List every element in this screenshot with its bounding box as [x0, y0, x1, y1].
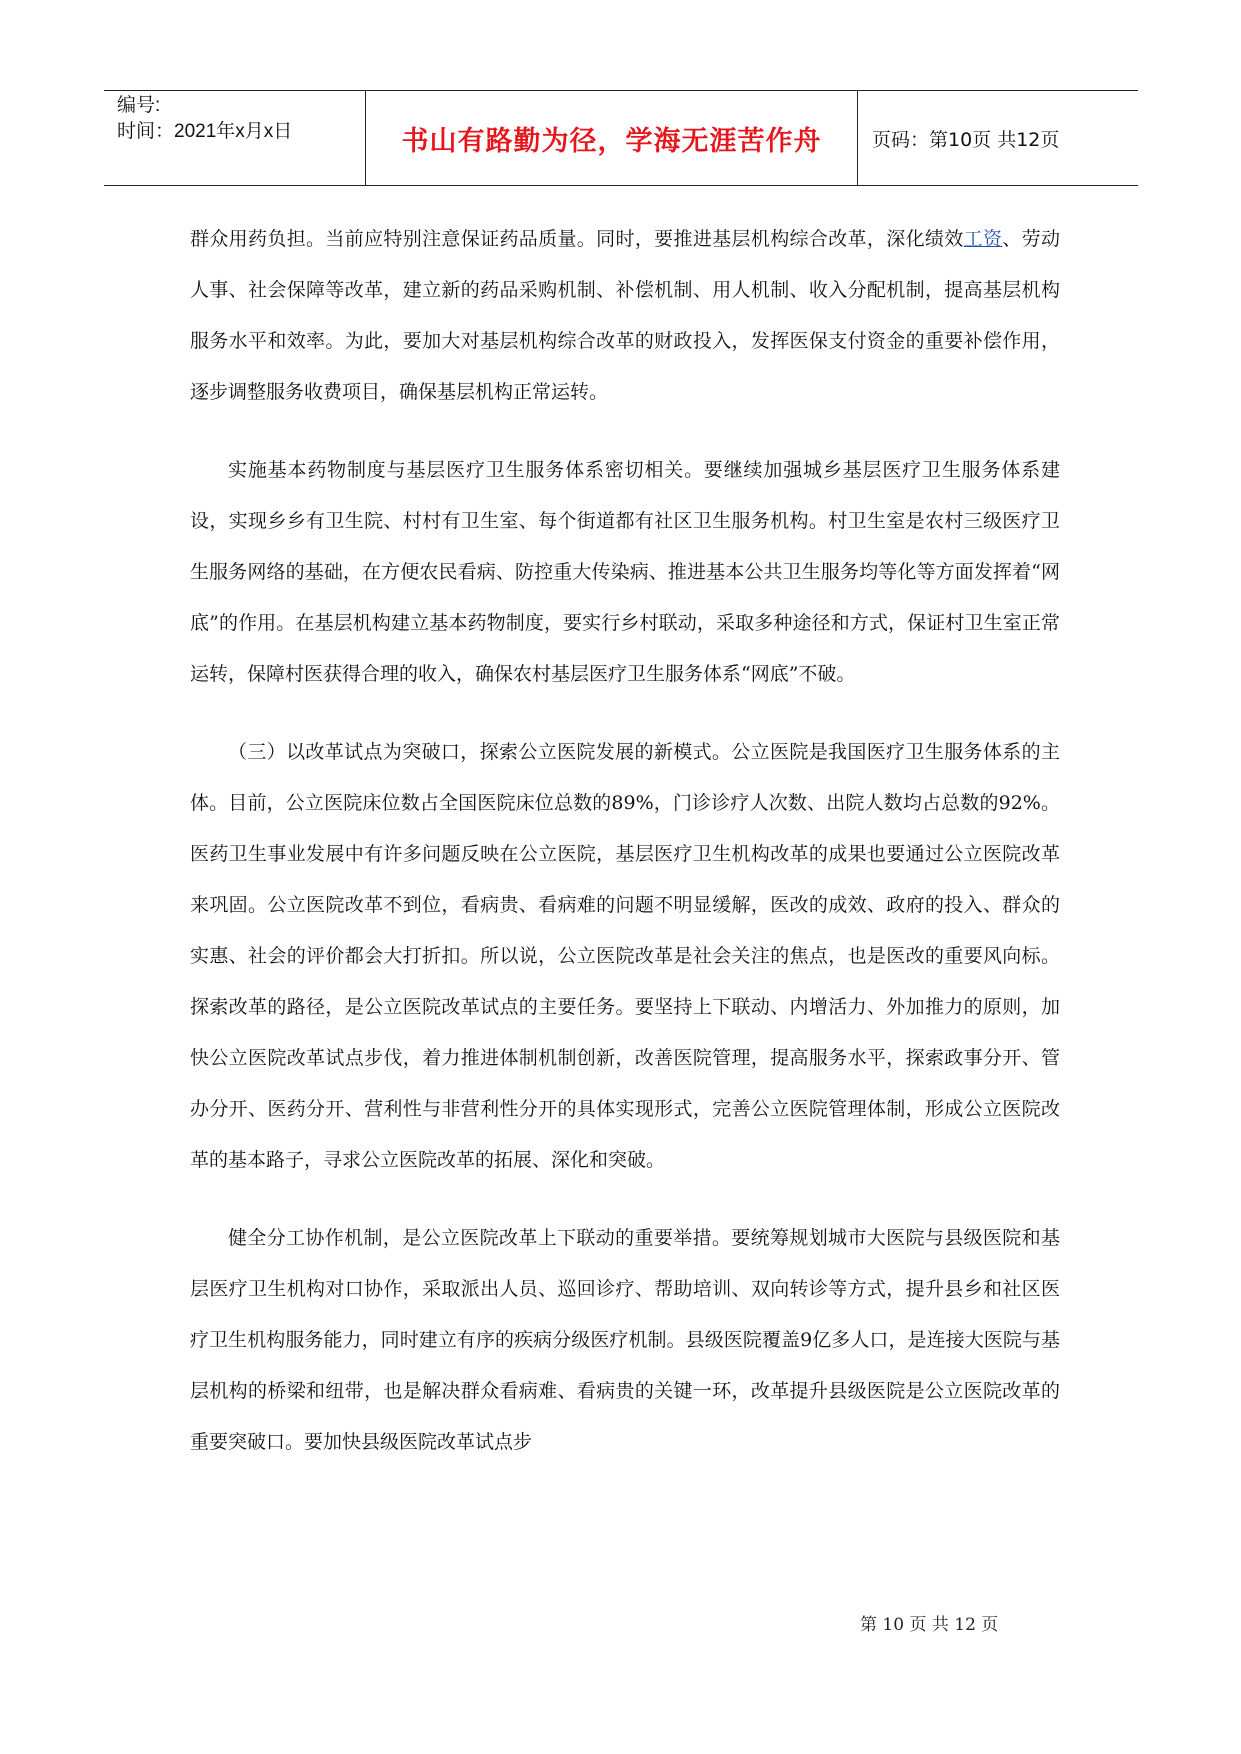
document-time-label: 时间：2021年x月x日: [117, 121, 293, 142]
header-meta: [104, 91, 366, 185]
paragraph-1: [190, 214, 1060, 418]
paragraph-4-text: 健全分工协作机制，是公立医院改革上下联动的重要举措。要统筹规划城市大医院与县级医院和基层医疗卫生机构对口协作，采取派出人员、巡回诊疗、帮助培训、双向转诊等方式，提升县乡和社区医疗卫生机构服务能力，同时建立有序的疾病分级医疗机制。县级医院覆盖9亿多人口，是连接大医院与基层机构的桥梁和纽带，也是解决群众看病难、看病贵的关键一环，改革提升县级医院是公立医院改革的重要突破口。要加快县级医院改革试点步: [190, 1227, 1060, 1453]
paragraph-2: [190, 445, 1060, 700]
paragraph-3: [190, 727, 1060, 1186]
page-footer: 第 10 页 共 12 页: [860, 1615, 999, 1635]
paragraph-4: [190, 1213, 1060, 1468]
paragraph-1-text-b: 、劳动人事、社会保障等改革，建立新的药品采购机制、补偿机制、用人机制、收入分配机制，提高基层机构服务水平和效率。为此，要加大对基层机构综合改革的财政投入，发挥医保支付资金的重要补偿作用，逐步调整服务收费项目，确保基层机构正常运转。: [190, 228, 1060, 403]
header-page-number: 页码：第10页 共12页: [872, 128, 1060, 151]
document-number-label: 编号:: [117, 95, 161, 116]
page-header: [104, 90, 1138, 186]
header-motto: 书山有路勤为径，学海无涯苦作舟: [366, 91, 858, 185]
paragraph-3-text: （三）以改革试点为突破口，探索公立医院发展的新模式。公立医院是我国医疗卫生服务体系的主体。目前，公立医院床位数占全国医院床位总数的89%，门诊诊疗人次数、出院人数均占总数的92%。医药卫生事业发展中有许多问题反映在公立医院，基层医疗卫生机构改革的成果也要通过公立医院改革来巩固。公立医院改革不到位，看病贵、看病难的问题不明显缓解，医改的成效、政府的投入、群众的实惠、社会的评价都会大打折扣。所以说，公立医院改革是社会关注的焦点，也是医改的重要风向标。探索改革的路径，是公立医院改革试点的主要任务。要坚持上下联动、内增活力、外加推力的原则，加快公立医院改革试点步伐，着力推进体制机制创新，改善医院管理，提高服务水平，探索政事分开、管办分开、医药分开、营利性与非营利性分开的具体实现形式，完善公立医院管理体制，形成公立医院改革的基本路子，寻求公立医院改革的拓展、深化和突破。: [190, 741, 1060, 1171]
salary-link[interactable]: 工资: [963, 228, 1003, 250]
document-body: [190, 214, 1060, 1495]
paragraph-2-text: 实施基本药物制度与基层医疗卫生服务体系密切相关。要继续加强城乡基层医疗卫生服务体系建设，实现乡乡有卫生院、村村有卫生室、每个街道都有社区卫生服务机构。村卫生室是农村三级医疗卫生服务网络的基础，在方便农民看病、防控重大传染病、推进基本公共卫生服务均等化等方面发挥着“网底”的作用。在基层机构建立基本药物制度，要实行乡村联动，采取多种途径和方式，保证村卫生室正常运转，保障村医获得合理的收入，确保农村基层医疗卫生服务体系“网底”不破。: [190, 459, 1060, 685]
paragraph-1-text-a: 群众用药负担。当前应特别注意保证药品质量。同时，要推进基层机构综合改革，深化绩效: [190, 228, 964, 250]
